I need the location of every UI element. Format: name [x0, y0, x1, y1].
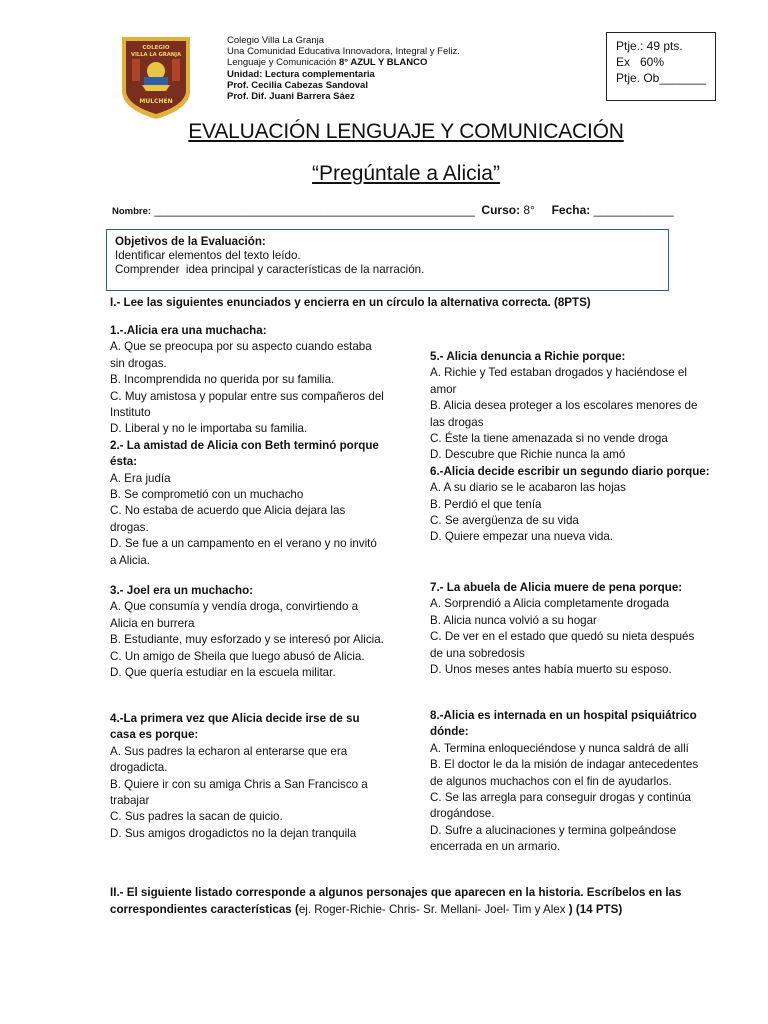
question-text: 7.- La abuela de Alicia muere de pena porque: [430, 581, 683, 594]
objective-line: Comprender idea principal y características de la narración. [115, 263, 425, 276]
option-c[interactable]: C. Sus padres la sacan de quicio. [110, 810, 283, 824]
option-b[interactable]: B. Estudiante, muy esforzado y se interesó por Alicia. [110, 633, 384, 647]
option-c[interactable]: C. Se las arregla para conseguir drogas y continúa drogándose. [430, 791, 692, 821]
date-field[interactable]: ____________ [590, 203, 674, 217]
option-b[interactable]: B. Incomprendida no querida por su familia. [110, 373, 335, 387]
name-label: Nombre: [112, 206, 152, 217]
logo-text-bottom: MULCHEN [139, 98, 173, 105]
score-obtained: Ptje. Ob_______ [616, 71, 707, 85]
option-d[interactable]: D. Sus amigos drogadictos no la dejan tranquila [110, 826, 357, 840]
option-d[interactable]: D. Que quería estudiar en la escuela militar. [110, 666, 336, 680]
option-c[interactable]: C. Un amigo de Sheila que luego abusó de Alicia. [110, 649, 365, 663]
option-c[interactable]: C. Muy amistosa y popular entre sus compañeros del Instituto [110, 389, 384, 420]
option-a[interactable]: A. Richie y Ted estaban drogados y haciéndose el amor [430, 366, 687, 396]
teacher-dif-name: Prof. Dif. Juani Barrera Sáez [227, 91, 355, 103]
option-b[interactable]: B. El doctor le da la misión de indagar antecedentes de algunos muchachos con el fin de ayudarlos. [430, 758, 699, 788]
objectives-heading: Objetivos de la Evaluación: [115, 235, 266, 248]
option-d[interactable]: D. Liberal y no le importaba su familia. [110, 422, 308, 436]
section-2-instructions [110, 884, 700, 918]
score-total: Ptje.: 49 pts. [616, 39, 683, 53]
question-block-7 [430, 580, 710, 678]
section-2-examples: ej. Roger-Richie- Chris- Sr. Mellani- Joel- Tim y Alex [298, 903, 566, 916]
objectives-box [106, 229, 669, 291]
logo-text-mid: VILLA LA GRANJA [130, 52, 182, 58]
option-b[interactable]: B. Alicia desea proteger a los escolares menores de las drogas [430, 399, 698, 429]
date-label: Fecha: [551, 203, 591, 217]
student-info-row [112, 203, 674, 217]
course-value: 8° [520, 203, 535, 217]
option-b[interactable]: B. Alicia nunca volvió a su hogar [430, 613, 597, 627]
score-box [606, 32, 716, 101]
subject-grade: 8° AZUL Y BLANCO [338, 57, 428, 69]
section-2-text: II.- El siguiente listado corresponde a algunos personajes que aparecen en la historia. Escríbelos en las correspondientes características ( [110, 886, 682, 916]
section-1-instructions: I.- Lee las siguientes enunciados y encierra en un círculo la alternativa correcta. (8PTS) [110, 296, 591, 309]
school-logo [118, 33, 194, 121]
subject-prefix: Lenguaje y Comunicación [227, 57, 337, 69]
question-text: 6.-Alicia decide escribir un segundo diario porque: [430, 464, 710, 478]
option-d[interactable]: D. Descubre que Richie nunca la amó [430, 448, 626, 462]
school-motto: Una Comunidad Educativa Innovadora, Integral y Feliz. [227, 46, 460, 58]
score-exigency: Ex 60% [616, 55, 665, 69]
school-name: Colegio Villa La Granja [227, 35, 324, 46]
question-block-1 [110, 323, 385, 569]
option-b[interactable]: B. Quiere ir con su amiga Chris a San Francisco a trabajar [110, 777, 368, 808]
option-a[interactable]: A. Termina enloqueciéndose y nunca saldrá de allí [430, 741, 689, 755]
school-header [227, 35, 460, 102]
option-a[interactable]: A. A su diario se le acabaron las hojas [430, 481, 626, 495]
teacher-name: Prof. Cecilia Cabezas Sandoval [227, 79, 368, 91]
option-c[interactable]: C. Éste la tiene amenazada si no vende droga [430, 432, 668, 446]
question-block-8 [430, 708, 710, 856]
option-c[interactable]: C. No estaba de acuerdo que Alicia dejara las drogas. [110, 504, 346, 534]
question-block-3 [110, 583, 385, 681]
unit-label: Unidad: Lectura complementaria [227, 68, 375, 80]
question-text: 8.-Alicia es internada en un hospital psiquiátrico dónde: [430, 709, 697, 739]
question-text: 4.-La primera vez que Alicia decide irse de su casa es porque: [110, 712, 360, 742]
option-d[interactable]: D. Quiere empezar una nueva vida. [430, 530, 614, 544]
option-a[interactable]: A. Que se preocupa por su aspecto cuando estaba sin drogas. [110, 340, 372, 370]
logo-text-top: COLEGIO [142, 45, 170, 51]
question-block-4 [110, 711, 385, 842]
section-2-points: ) (14 PTS) [565, 903, 623, 916]
option-c[interactable]: C. Se avergüenza de su vida [430, 514, 579, 528]
question-text: 1.-.Alicia era una muchacha: [110, 324, 267, 337]
option-d[interactable]: D. Se fue a un campamento en el verano y no invitó a Alicia. [110, 537, 377, 567]
objective-line: Identificar elementos del texto leído. [115, 249, 301, 262]
option-b[interactable]: B. Se comprometió con un muchacho [110, 488, 304, 502]
option-a[interactable]: A. Sorprendió a Alicia completamente drogada [430, 597, 670, 611]
option-c[interactable]: C. De ver en el estado que quedó su nieta después de una sobredosis [430, 630, 695, 660]
question-text: 2.- La amistad de Alicia con Beth terminó porque ésta: [110, 438, 379, 469]
option-d[interactable]: D. Unos meses antes había muerto su esposo. [430, 663, 672, 677]
question-text: 5.- Alicia denuncia a Richie porque: [430, 350, 626, 363]
option-b[interactable]: B. Perdió el que tenía [430, 497, 542, 511]
question-text: 3.- Joel era un muchacho: [110, 584, 254, 597]
subject-line [227, 57, 460, 68]
name-field[interactable]: ________________________________________________ [151, 203, 479, 217]
option-a[interactable]: A. Que consumía y vendía droga, convirtiendo a Alicia en burrera [110, 600, 359, 630]
option-a[interactable]: A. Sus padres la echaron al enterarse que era drogadicta. [110, 744, 348, 775]
question-block-5 [430, 349, 710, 546]
page-title: EVALUACIÓN LENGUAJE Y COMUNICACIÓN [188, 120, 624, 143]
course-label: Curso: [481, 203, 521, 217]
option-d[interactable]: D. Sufre a alucinaciones y termina golpeándose encerrada en un armario. [430, 823, 677, 854]
option-a[interactable]: A. Era judía [110, 471, 171, 485]
page-subtitle: “Pregúntale a Alicia” [312, 162, 500, 185]
